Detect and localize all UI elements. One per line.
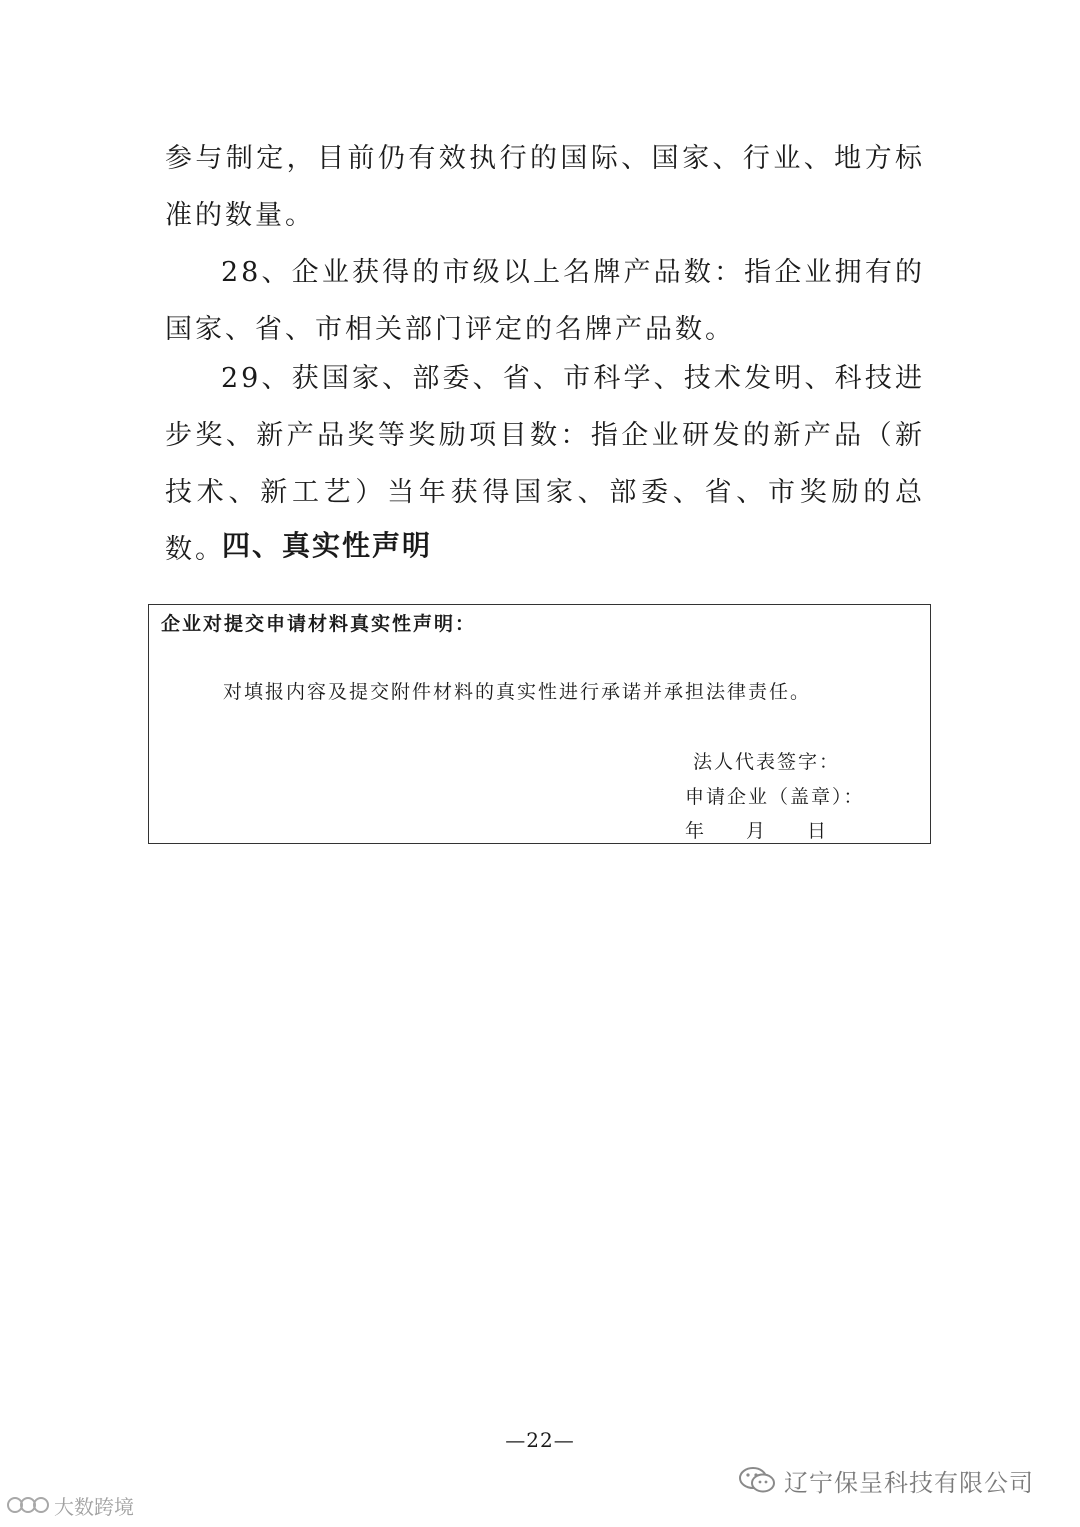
brand-logo-icon [6, 1494, 50, 1516]
paragraph-27-continuation [165, 130, 925, 244]
date-day-label: 日 [807, 820, 829, 842]
watermark-brand-name: 大数跨境 [54, 1494, 134, 1519]
paragraph-text: 29、获国家、部委、省、市科学、技术发明、科技进步奖、新产品奖等奖励项目数：指企业研发的新产品（新技术、新工艺）当年获得国家、部委、省、市奖励的总数。 [165, 363, 925, 565]
watermark-company-name: 辽宁保呈科技有限公司 [784, 1468, 1034, 1497]
date-year-label: 年 [685, 820, 707, 842]
date-month-label: 月 [746, 820, 768, 842]
brand-watermark [6, 1490, 134, 1520]
company-seal-label: 申请企业（盖章）： [685, 786, 865, 808]
declaration-box [148, 604, 931, 844]
declaration-title: 企业对提交申请材料真实性声明： [161, 613, 477, 635]
paragraph-text: 参与制定，目前仍有效执行的国际、国家、行业、地方标准的数量。 [165, 143, 925, 231]
page-number: —22— [505, 1428, 575, 1452]
section-heading: 四、真实性声明 [222, 529, 433, 562]
legal-representative-signature-label: 法人代表签字： [693, 751, 841, 773]
date-line [685, 816, 828, 846]
paragraph-28 [165, 244, 925, 358]
declaration-body: 对填报内容及提交附件材料的真实性进行承诺并承担法律责任。 [223, 681, 812, 703]
wechat-icon [738, 1466, 776, 1494]
wechat-watermark [738, 1460, 1034, 1500]
paragraph-text: 28、企业获得的市级以上名牌产品数：指企业拥有的国家、省、市相关部门评定的名牌产品数。 [165, 257, 925, 345]
